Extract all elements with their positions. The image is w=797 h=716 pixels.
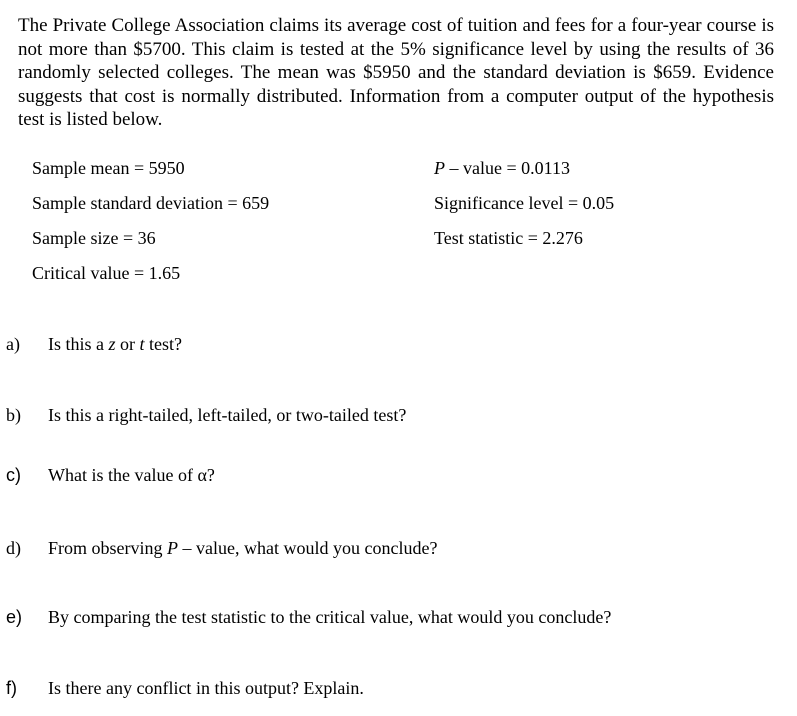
critical-value: Critical value = 1.65 — [32, 263, 181, 283]
sample-mean: Sample mean = 5950 — [32, 158, 185, 178]
question-e-label: e) — [6, 607, 23, 627]
question-e: By comparing the test statistic to the critical value, what would you conclude? — [48, 607, 612, 627]
problem-statement: The Private College Association claims its average cost of tuition and fees for a four-year course is not more than $5700. This claim is tested at the 5% significance level by using the results of 36 randomly selected colleges. The mean was $5950 and the standard deviation is $659. Evidence suggests that cost is normally distributed. Information from a computer output of the hypothesis test is listed below. — [18, 15, 774, 130]
p-value — [434, 157, 570, 179]
question-c: What is the value of α? — [48, 465, 215, 485]
p-variable-d: P — [167, 538, 178, 558]
t-variable: t — [139, 334, 145, 354]
question-d-post: – value, what would you conclude? — [178, 538, 438, 558]
question-f-label: f) — [6, 678, 17, 698]
p-value-text: – value = 0.0113 — [445, 158, 570, 178]
question-d-pre: From observing — [48, 538, 167, 558]
p-variable: P — [434, 158, 445, 178]
question-f: Is there any conflict in this output? Explain. — [48, 678, 364, 698]
test-statistic: Test statistic = 2.276 — [434, 228, 583, 248]
question-d-label: d) — [6, 538, 21, 558]
z-variable: z — [108, 334, 116, 354]
question-c-label: c) — [6, 465, 21, 485]
question-a — [48, 333, 182, 355]
question-d — [48, 537, 437, 559]
significance-level: Significance level = 0.05 — [434, 193, 615, 213]
question-a-pre: Is this a — [48, 334, 109, 354]
question-a-post: test? — [144, 334, 183, 354]
question-b-label: b) — [6, 405, 21, 425]
question-b: Is this a right-tailed, left-tailed, or two-tailed test? — [48, 405, 407, 425]
sample-size: Sample size = 36 — [32, 228, 156, 248]
question-a-label: a) — [6, 334, 20, 354]
question-a-mid: or — [115, 334, 140, 354]
sample-standard-deviation: Sample standard deviation = 659 — [32, 193, 270, 213]
